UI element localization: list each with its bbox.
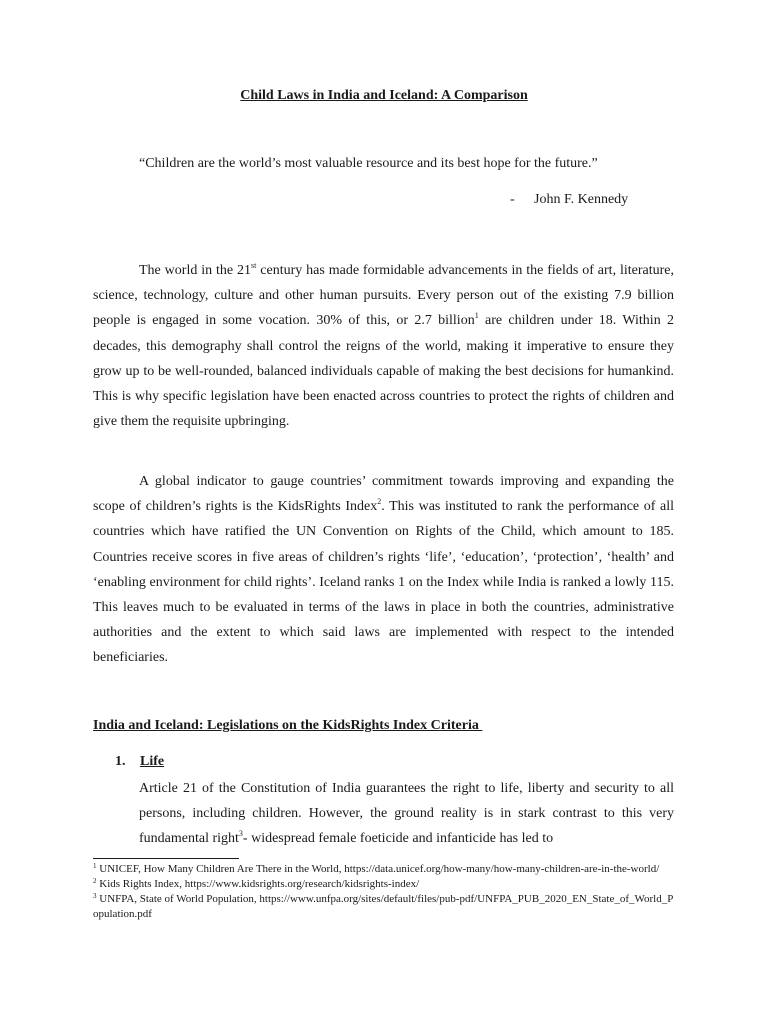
- footnote-3-text: UNFPA, State of World Population, https://www.unfpa.org/sites/default/files/pub-pdf/UNFPA_PUB_2020_EN_State_of_World_Population.pdf: [93, 893, 674, 920]
- footnote-1: [93, 862, 674, 877]
- para3-text-b: - widespread female foeticide and infanticide has led to: [242, 831, 554, 847]
- epigraph-quote: “Children are the world’s most valuable resource and its best hope for the future.”: [139, 156, 598, 171]
- footnote-2-text: Kids Rights Index, https://www.kidsrights.org/research/kidsrights-index/: [96, 878, 420, 890]
- footnote-ref-3[interactable]: 3: [238, 829, 243, 839]
- footnote-ref-1[interactable]: 1: [474, 311, 479, 321]
- footnote-separator: [93, 858, 239, 859]
- epigraph-attribution: [510, 192, 628, 208]
- section-heading: India and Iceland: Legislations on the KidsRights Index Criteria: [93, 718, 483, 733]
- para1-text-b: century has made formidable advancements in the fields of art, literature, science, technology, culture and other human pursuits. Every person out of the existing 7.9 billion people is engaged in some vocation. 30% of this, or 2.7 billion: [93, 263, 675, 329]
- ordinal-superscript: st: [251, 261, 257, 270]
- para2-text-a: A global indicator to gauge countries’ commitment towards improving and expanding the scope of children’s rights is the KidsRights Index: [93, 474, 674, 515]
- list-item-label: Life: [140, 754, 165, 769]
- body-paragraph-1: [93, 258, 674, 434]
- footnote-2: [93, 877, 674, 892]
- footnote-3-number: 3: [93, 892, 97, 900]
- footnote-3: [93, 892, 674, 922]
- list-item-number: 1.: [115, 754, 126, 769]
- para2-text-b: . This was instituted to rank the performance of all countries which have ratified the UN Convention on Rights of the Child, which amount to 185. Countries receive scores in five areas of children’s rights ‘life’, ‘education’, ‘protection’, ‘health’ and ‘enabling environment for child rights’. Iceland ranks 1 on the Index while India is ranked a lowly 115. This leaves much to be evaluated in terms of the laws in place in both the countries, administrative authorities and the extent to which said laws are implemented with respect to the intended beneficiaries.: [93, 499, 674, 666]
- footnote-1-number: 1: [93, 862, 97, 870]
- body-paragraph-2: [93, 469, 674, 671]
- footnotes: [93, 862, 674, 922]
- para3-text-a: Article 21 of the Constitution of India guarantees the right to life, liberty and security to all persons, including children. However, the ground reality is in stark contrast to this very fundamental right: [139, 781, 674, 847]
- list-item-heading: [115, 754, 164, 770]
- attribution-author: John F. Kennedy: [534, 192, 629, 207]
- para1-text-a: The world in the 21: [139, 263, 252, 278]
- footnote-2-number: 2: [93, 877, 97, 885]
- para1-text-c: are children under 18. Within 2 decades, this demography shall control the reigns of the world, making it imperative to ensure they grow up to be well-rounded, balanced individuals capable of making the best decisions for humankind. This is why specific legislation have been enacted across countries to protect the rights of children and give them the requisite upbringing.: [93, 313, 675, 430]
- attribution-dash: -: [510, 192, 515, 207]
- footnote-ref-2[interactable]: 2: [377, 497, 382, 507]
- footnote-1-text: UNICEF, How Many Children Are There in the World, https://data.unicef.org/how-many/how-many-children-are-in-the-world/: [96, 863, 660, 875]
- document-title: Child Laws in India and Iceland: A Comparison: [240, 88, 528, 103]
- body-paragraph-3: [139, 776, 674, 852]
